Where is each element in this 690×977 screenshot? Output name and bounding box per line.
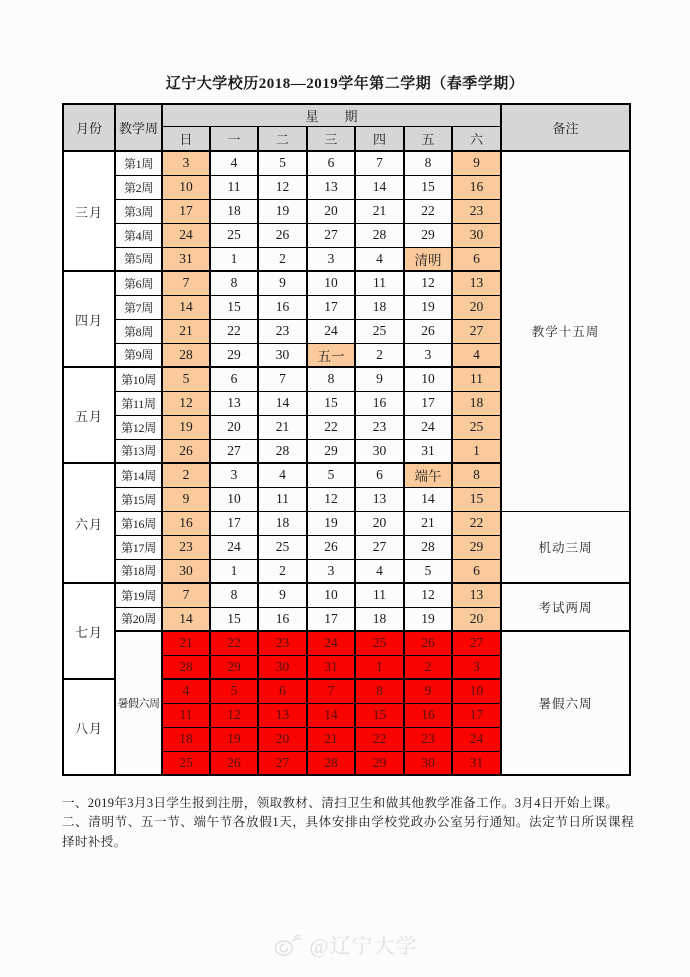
day-cell: 17 bbox=[210, 511, 258, 535]
day-cell: 13 bbox=[307, 175, 355, 199]
day-header-thu: 四 bbox=[355, 126, 404, 151]
weekend-day-cell: 22 bbox=[452, 511, 501, 535]
day-cell: 18 bbox=[210, 199, 258, 223]
day-cell: 18 bbox=[258, 511, 307, 535]
day-cell: 9 bbox=[258, 271, 307, 295]
day-cell: 26 bbox=[404, 319, 452, 343]
day-cell: 16 bbox=[258, 295, 307, 319]
vacation-day-cell: 30 bbox=[404, 751, 452, 775]
vacation-day-cell: 16 bbox=[404, 703, 452, 727]
day-cell: 10 bbox=[307, 583, 355, 607]
day-cell: 10 bbox=[210, 487, 258, 511]
vacation-day-cell: 1 bbox=[355, 655, 404, 679]
vacation-day-cell: 24 bbox=[452, 727, 501, 751]
day-cell: 13 bbox=[210, 391, 258, 415]
day-cell: 3 bbox=[404, 343, 452, 367]
day-cell: 21 bbox=[404, 511, 452, 535]
vacation-day-cell: 22 bbox=[355, 727, 404, 751]
vacation-day-cell: 5 bbox=[210, 679, 258, 703]
vacation-day-cell: 29 bbox=[210, 655, 258, 679]
teaching-week-cell: 第4周 bbox=[115, 223, 162, 247]
day-cell: 25 bbox=[355, 319, 404, 343]
table-header bbox=[63, 104, 630, 151]
weekend-day-cell: 8 bbox=[452, 463, 501, 487]
day-cell: 25 bbox=[258, 535, 307, 559]
day-cell: 23 bbox=[355, 415, 404, 439]
weibo-handle-text: @辽宁大学 bbox=[309, 934, 418, 958]
day-cell: 20 bbox=[210, 415, 258, 439]
teaching-week-cell: 第3周 bbox=[115, 199, 162, 223]
day-cell: 15 bbox=[307, 391, 355, 415]
vacation-day-cell: 12 bbox=[210, 703, 258, 727]
weekend-day-cell: 30 bbox=[452, 223, 501, 247]
holiday-cell: 清明 bbox=[404, 247, 452, 271]
teaching-week-cell: 第17周 bbox=[115, 535, 162, 559]
month-cell: 八月 bbox=[63, 679, 115, 775]
month-cell: 五月 bbox=[63, 367, 115, 463]
remark-column-header: 备注 bbox=[501, 104, 630, 151]
weekend-day-cell: 3 bbox=[162, 151, 210, 175]
weekend-day-cell: 4 bbox=[452, 343, 501, 367]
day-cell: 5 bbox=[258, 151, 307, 175]
day-cell: 29 bbox=[404, 223, 452, 247]
teaching-week-cell: 第7周 bbox=[115, 295, 162, 319]
calendar-row bbox=[63, 511, 630, 535]
weekend-day-cell: 6 bbox=[452, 559, 501, 583]
day-cell: 30 bbox=[258, 343, 307, 367]
remark-cell: 暑假六周 bbox=[501, 631, 630, 775]
vacation-day-cell: 27 bbox=[452, 631, 501, 655]
day-header-sun: 日 bbox=[162, 126, 210, 151]
weekend-day-cell: 13 bbox=[452, 271, 501, 295]
teaching-week-cell: 第9周 bbox=[115, 343, 162, 367]
teaching-week-cell: 第8周 bbox=[115, 319, 162, 343]
vacation-day-cell: 25 bbox=[162, 751, 210, 775]
day-cell: 6 bbox=[355, 463, 404, 487]
weekend-day-cell: 7 bbox=[162, 583, 210, 607]
teaching-week-cell: 第16周 bbox=[115, 511, 162, 535]
holiday-cell: 端午 bbox=[404, 463, 452, 487]
footnotes bbox=[62, 794, 634, 852]
vacation-day-cell: 22 bbox=[210, 631, 258, 655]
vacation-day-cell: 30 bbox=[258, 655, 307, 679]
month-cell: 三月 bbox=[63, 151, 115, 271]
day-cell: 15 bbox=[210, 607, 258, 631]
day-cell: 17 bbox=[307, 607, 355, 631]
day-cell: 14 bbox=[258, 391, 307, 415]
weekend-day-cell: 13 bbox=[452, 583, 501, 607]
day-cell: 29 bbox=[210, 343, 258, 367]
day-cell: 27 bbox=[355, 535, 404, 559]
day-cell: 15 bbox=[210, 295, 258, 319]
teaching-week-cell: 第10周 bbox=[115, 367, 162, 391]
day-cell: 31 bbox=[404, 439, 452, 463]
weekend-day-cell: 23 bbox=[452, 199, 501, 223]
day-cell: 9 bbox=[258, 583, 307, 607]
day-cell: 18 bbox=[355, 607, 404, 631]
weekend-day-cell: 15 bbox=[452, 487, 501, 511]
weekend-day-cell: 16 bbox=[452, 175, 501, 199]
weekend-day-cell: 18 bbox=[452, 391, 501, 415]
day-cell: 4 bbox=[210, 151, 258, 175]
weekend-day-cell: 26 bbox=[162, 439, 210, 463]
day-cell: 22 bbox=[404, 199, 452, 223]
day-cell: 28 bbox=[355, 223, 404, 247]
day-cell: 16 bbox=[258, 607, 307, 631]
footnote-2: 二、清明节、五一节、端午节各放假1天，具体安排由学校党政办公室另行通知。法定节日所误课程择时补授。 bbox=[62, 815, 634, 849]
teaching-week-cell: 第15周 bbox=[115, 487, 162, 511]
weekend-day-cell: 9 bbox=[162, 487, 210, 511]
day-cell: 8 bbox=[404, 151, 452, 175]
day-cell: 27 bbox=[210, 439, 258, 463]
day-cell: 10 bbox=[404, 367, 452, 391]
day-cell: 24 bbox=[307, 319, 355, 343]
teaching-week-cell: 第6周 bbox=[115, 271, 162, 295]
weekend-day-cell: 2 bbox=[162, 463, 210, 487]
teaching-week-cell: 第18周 bbox=[115, 559, 162, 583]
teaching-week-cell: 第2周 bbox=[115, 175, 162, 199]
day-cell: 15 bbox=[404, 175, 452, 199]
vacation-day-cell: 31 bbox=[452, 751, 501, 775]
vacation-day-cell: 29 bbox=[355, 751, 404, 775]
calendar-row bbox=[63, 631, 630, 655]
day-cell: 2 bbox=[258, 559, 307, 583]
month-cell: 六月 bbox=[63, 463, 115, 583]
weekend-day-cell: 11 bbox=[452, 367, 501, 391]
remark-cell: 教学十五周 bbox=[501, 151, 630, 511]
vacation-day-cell: 14 bbox=[307, 703, 355, 727]
day-cell: 19 bbox=[307, 511, 355, 535]
day-cell: 26 bbox=[307, 535, 355, 559]
day-cell: 29 bbox=[307, 439, 355, 463]
day-cell: 4 bbox=[355, 559, 404, 583]
weekend-day-cell: 14 bbox=[162, 295, 210, 319]
vacation-day-cell: 19 bbox=[210, 727, 258, 751]
weekend-day-cell: 27 bbox=[452, 319, 501, 343]
day-cell: 28 bbox=[404, 535, 452, 559]
day-cell: 7 bbox=[355, 151, 404, 175]
vacation-day-cell: 31 bbox=[307, 655, 355, 679]
vacation-day-cell: 27 bbox=[258, 751, 307, 775]
day-cell: 19 bbox=[404, 295, 452, 319]
day-cell: 13 bbox=[355, 487, 404, 511]
remark-cell: 机动三周 bbox=[501, 511, 630, 583]
day-cell: 17 bbox=[404, 391, 452, 415]
day-cell: 5 bbox=[307, 463, 355, 487]
month-column-header: 月份 bbox=[63, 104, 115, 151]
day-cell: 11 bbox=[355, 583, 404, 607]
week-group-header: 星 期 bbox=[162, 104, 501, 126]
vacation-day-cell: 7 bbox=[307, 679, 355, 703]
vacation-day-cell: 21 bbox=[162, 631, 210, 655]
day-cell: 23 bbox=[258, 319, 307, 343]
vacation-day-cell: 6 bbox=[258, 679, 307, 703]
day-cell: 8 bbox=[307, 367, 355, 391]
day-cell: 25 bbox=[210, 223, 258, 247]
day-cell: 17 bbox=[307, 295, 355, 319]
weekend-day-cell: 25 bbox=[452, 415, 501, 439]
day-cell: 16 bbox=[355, 391, 404, 415]
weekend-day-cell: 16 bbox=[162, 511, 210, 535]
day-cell: 8 bbox=[210, 271, 258, 295]
day-cell: 2 bbox=[258, 247, 307, 271]
day-cell: 6 bbox=[307, 151, 355, 175]
vacation-day-cell: 15 bbox=[355, 703, 404, 727]
vacation-day-cell: 20 bbox=[258, 727, 307, 751]
day-header-tue: 二 bbox=[258, 126, 307, 151]
day-cell: 19 bbox=[404, 607, 452, 631]
weekend-day-cell: 28 bbox=[162, 343, 210, 367]
teaching-week-cell: 第5周 bbox=[115, 247, 162, 271]
day-cell: 1 bbox=[210, 559, 258, 583]
day-cell: 3 bbox=[307, 559, 355, 583]
day-cell: 4 bbox=[355, 247, 404, 271]
weekend-day-cell: 14 bbox=[162, 607, 210, 631]
day-cell: 3 bbox=[210, 463, 258, 487]
vacation-day-cell: 26 bbox=[404, 631, 452, 655]
vacation-day-cell: 3 bbox=[452, 655, 501, 679]
calendar-row bbox=[63, 151, 630, 175]
holiday-cell: 五一 bbox=[307, 343, 355, 367]
weekend-day-cell: 29 bbox=[452, 535, 501, 559]
weekend-day-cell: 1 bbox=[452, 439, 501, 463]
day-cell: 24 bbox=[404, 415, 452, 439]
day-cell: 20 bbox=[307, 199, 355, 223]
day-cell: 12 bbox=[307, 487, 355, 511]
day-cell: 12 bbox=[258, 175, 307, 199]
day-cell: 19 bbox=[258, 199, 307, 223]
vacation-day-cell: 4 bbox=[162, 679, 210, 703]
teaching-week-cell: 第19周 bbox=[115, 583, 162, 607]
day-cell: 14 bbox=[355, 175, 404, 199]
vacation-day-cell: 11 bbox=[162, 703, 210, 727]
teaching-week-column-header: 教学周 bbox=[115, 104, 162, 151]
day-cell: 26 bbox=[258, 223, 307, 247]
weekend-day-cell: 6 bbox=[452, 247, 501, 271]
day-cell: 11 bbox=[210, 175, 258, 199]
day-cell: 1 bbox=[210, 247, 258, 271]
weekend-day-cell: 19 bbox=[162, 415, 210, 439]
month-cell: 四月 bbox=[63, 271, 115, 367]
footnote-1: 一、2019年3月3日学生报到注册，领取教材、清扫卫生和做其他教学准备工作。3月4日开始上课。 bbox=[62, 796, 619, 810]
weekend-day-cell: 30 bbox=[162, 559, 210, 583]
vacation-day-cell: 26 bbox=[210, 751, 258, 775]
weekend-day-cell: 10 bbox=[162, 175, 210, 199]
page-title: 辽宁大学校历2018—2019学年第二学期（春季学期） bbox=[165, 76, 525, 92]
vacation-day-cell: 10 bbox=[452, 679, 501, 703]
weekend-day-cell: 23 bbox=[162, 535, 210, 559]
day-cell: 11 bbox=[355, 271, 404, 295]
day-cell: 24 bbox=[210, 535, 258, 559]
day-cell: 12 bbox=[404, 271, 452, 295]
vacation-day-cell: 28 bbox=[162, 655, 210, 679]
day-cell: 21 bbox=[258, 415, 307, 439]
day-header-sat: 六 bbox=[452, 126, 501, 151]
teaching-week-cell: 第11周 bbox=[115, 391, 162, 415]
day-cell: 10 bbox=[307, 271, 355, 295]
day-cell: 11 bbox=[258, 487, 307, 511]
weekend-day-cell: 20 bbox=[452, 607, 501, 631]
day-header-mon: 一 bbox=[210, 126, 258, 151]
vacation-day-cell: 18 bbox=[162, 727, 210, 751]
day-cell: 12 bbox=[404, 583, 452, 607]
weekend-day-cell: 17 bbox=[162, 199, 210, 223]
vacation-day-cell: 28 bbox=[307, 751, 355, 775]
vacation-day-cell: 23 bbox=[404, 727, 452, 751]
weekend-day-cell: 12 bbox=[162, 391, 210, 415]
day-cell: 14 bbox=[404, 487, 452, 511]
day-cell: 20 bbox=[355, 511, 404, 535]
vacation-day-cell: 23 bbox=[258, 631, 307, 655]
weekend-day-cell: 5 bbox=[162, 367, 210, 391]
day-cell: 5 bbox=[404, 559, 452, 583]
teaching-week-cell: 第1周 bbox=[115, 151, 162, 175]
teaching-week-cell: 第12周 bbox=[115, 415, 162, 439]
weekend-day-cell: 24 bbox=[162, 223, 210, 247]
teaching-week-cell: 第14周 bbox=[115, 463, 162, 487]
vacation-day-cell: 17 bbox=[452, 703, 501, 727]
month-cell: 七月 bbox=[63, 583, 115, 679]
day-cell: 3 bbox=[307, 247, 355, 271]
summer-vacation-label-cell: 暑假六周 bbox=[115, 631, 162, 775]
day-header-fri: 五 bbox=[404, 126, 452, 151]
academic-calendar-table bbox=[62, 103, 631, 776]
day-cell: 27 bbox=[307, 223, 355, 247]
day-cell: 6 bbox=[210, 367, 258, 391]
day-cell: 21 bbox=[355, 199, 404, 223]
vacation-day-cell: 21 bbox=[307, 727, 355, 751]
weibo-watermark bbox=[272, 930, 417, 960]
vacation-day-cell: 8 bbox=[355, 679, 404, 703]
day-cell: 4 bbox=[258, 463, 307, 487]
teaching-week-cell: 第13周 bbox=[115, 439, 162, 463]
vacation-day-cell: 13 bbox=[258, 703, 307, 727]
weibo-logo-icon bbox=[272, 933, 302, 957]
day-cell: 8 bbox=[210, 583, 258, 607]
day-header-wed: 三 bbox=[307, 126, 355, 151]
table-body bbox=[63, 151, 630, 775]
day-cell: 22 bbox=[210, 319, 258, 343]
weekend-day-cell: 31 bbox=[162, 247, 210, 271]
day-cell: 22 bbox=[307, 415, 355, 439]
weekend-day-cell: 21 bbox=[162, 319, 210, 343]
weekend-day-cell: 9 bbox=[452, 151, 501, 175]
vacation-day-cell: 24 bbox=[307, 631, 355, 655]
day-cell: 18 bbox=[355, 295, 404, 319]
day-cell: 9 bbox=[355, 367, 404, 391]
day-cell: 2 bbox=[355, 343, 404, 367]
remark-cell: 考试两周 bbox=[501, 583, 630, 631]
weekend-day-cell: 7 bbox=[162, 271, 210, 295]
day-cell: 7 bbox=[258, 367, 307, 391]
weekend-day-cell: 20 bbox=[452, 295, 501, 319]
teaching-week-cell: 第20周 bbox=[115, 607, 162, 631]
calendar-row bbox=[63, 583, 630, 607]
day-cell: 28 bbox=[258, 439, 307, 463]
vacation-day-cell: 25 bbox=[355, 631, 404, 655]
vacation-day-cell: 9 bbox=[404, 679, 452, 703]
day-cell: 30 bbox=[355, 439, 404, 463]
vacation-day-cell: 2 bbox=[404, 655, 452, 679]
